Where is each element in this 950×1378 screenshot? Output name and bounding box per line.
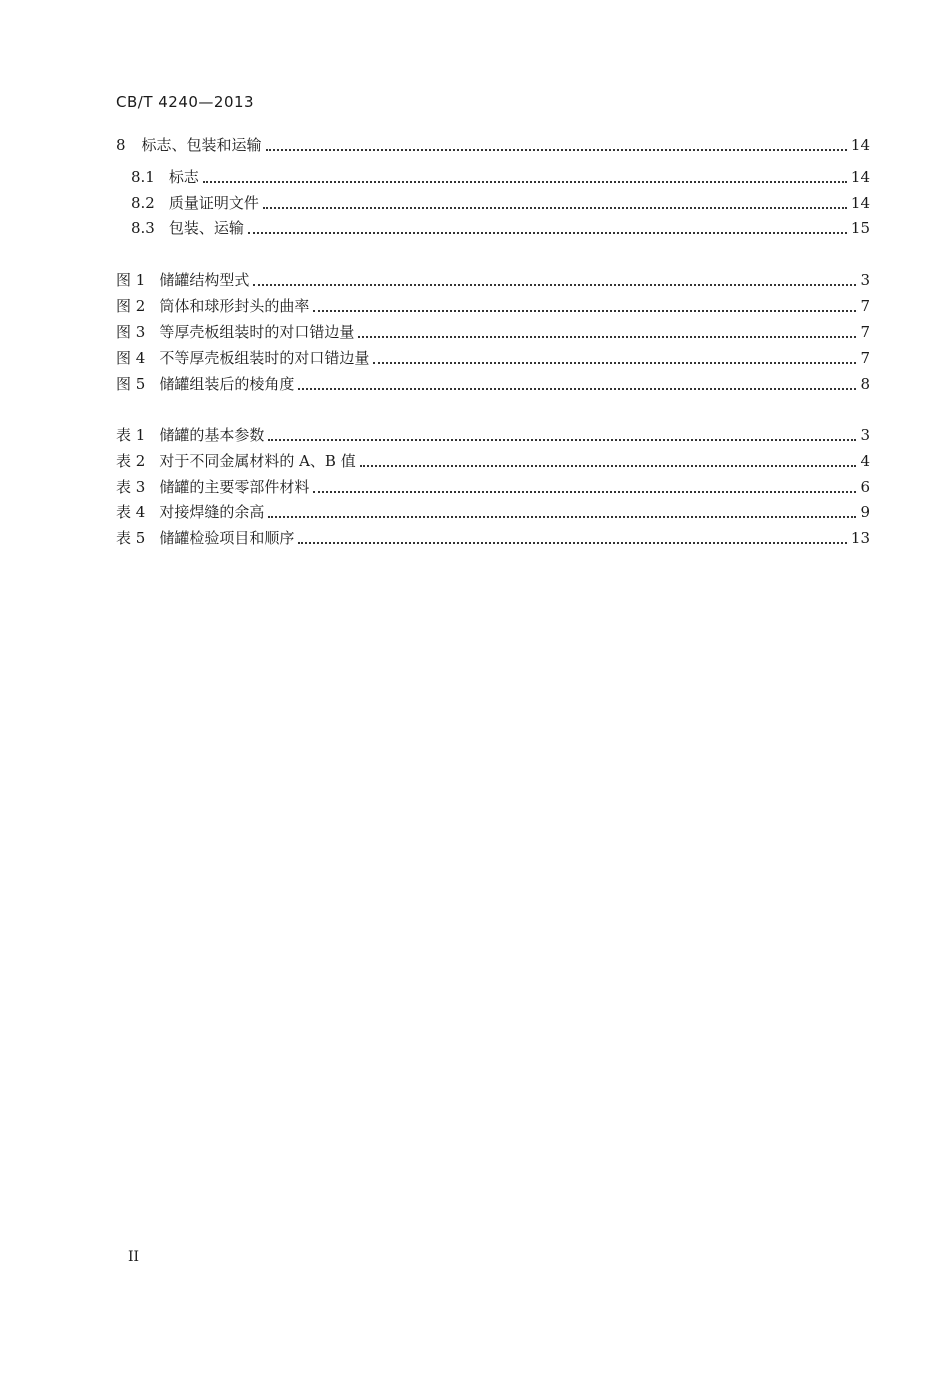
toc-entry-page: 15 <box>850 219 870 237</box>
toc-leader-dots <box>253 284 856 286</box>
toc-entry-title: 储罐的主要零部件材料 <box>159 478 310 496</box>
toc-entry-number: 图 1 <box>116 271 146 289</box>
toc-entry-figure-4[interactable] <box>116 346 870 370</box>
toc-entry-table-1[interactable] <box>116 423 870 447</box>
toc-entry-page: 7 <box>860 297 870 315</box>
toc-leader-dots <box>313 491 856 493</box>
toc-leader-dots <box>248 232 847 234</box>
toc-entry-title: 对接焊缝的余高 <box>159 503 265 521</box>
toc-entry-page: 3 <box>860 426 870 444</box>
toc-entry-page: 9 <box>860 503 870 521</box>
toc-entry-table-2[interactable] <box>116 449 870 473</box>
toc-entry-section-8-2[interactable] <box>131 191 870 215</box>
toc-leader-dots <box>266 149 847 151</box>
toc-entry-title: 对于不同金属材料的 A、B 值 <box>159 452 356 470</box>
toc-leader-dots <box>298 388 856 390</box>
toc-entry-title: 储罐结构型式 <box>159 271 250 289</box>
toc-entry-title: 质量证明文件 <box>168 194 259 212</box>
toc-entry-title: 储罐的基本参数 <box>159 426 265 444</box>
toc-entry-title: 标志、包装和运输 <box>141 136 262 154</box>
toc-entry-page: 8 <box>860 375 870 393</box>
page-number: II <box>128 1249 140 1265</box>
toc-entry-section-8-3[interactable] <box>131 216 870 240</box>
toc-entry-table-4[interactable] <box>116 500 870 524</box>
toc-entry-title: 储罐检验项目和顺序 <box>159 529 295 547</box>
toc-leader-dots <box>268 516 856 518</box>
toc-entry-title: 标志 <box>168 168 199 186</box>
toc-entry-number: 表 3 <box>116 478 146 496</box>
toc-leader-dots <box>263 207 847 209</box>
toc-entry-number: 图 4 <box>116 349 146 367</box>
toc-entry-title: 储罐组装后的棱角度 <box>159 375 295 393</box>
toc-entry-number: 8.3 <box>131 219 155 237</box>
toc-entry-title: 筒体和球形封头的曲率 <box>159 297 310 315</box>
toc-entry-number: 图 5 <box>116 375 146 393</box>
toc-entry-number: 8 <box>116 136 126 154</box>
toc-entry-number: 表 5 <box>116 529 146 547</box>
toc-leader-dots <box>358 336 856 338</box>
toc-entry-number: 图 2 <box>116 297 146 315</box>
toc-entry-chapter-8[interactable] <box>116 133 870 157</box>
toc-entry-number: 8.1 <box>131 168 155 186</box>
toc-entry-number: 图 3 <box>116 323 146 341</box>
toc-entry-number: 8.2 <box>131 194 155 212</box>
toc-entry-page: 6 <box>860 478 870 496</box>
toc-leader-dots <box>373 362 856 364</box>
toc-entry-figure-1[interactable] <box>116 268 870 292</box>
toc-leader-dots <box>298 542 847 544</box>
toc-entry-page: 3 <box>860 271 870 289</box>
toc-entry-page: 13 <box>850 529 870 547</box>
toc-entry-page: 14 <box>850 194 870 212</box>
toc-leader-dots <box>203 181 847 183</box>
toc-entry-page: 7 <box>860 349 870 367</box>
toc-entry-table-5[interactable] <box>116 526 870 550</box>
toc-entry-figure-5[interactable] <box>116 372 870 396</box>
toc-entry-title: 等厚壳板组装时的对口错边量 <box>159 323 355 341</box>
toc-entry-number: 表 1 <box>116 426 146 444</box>
toc-entry-number: 表 4 <box>116 503 146 521</box>
toc-entry-page: 7 <box>860 323 870 341</box>
toc-entry-table-3[interactable] <box>116 475 870 499</box>
toc-entry-figure-2[interactable] <box>116 294 870 318</box>
toc-entry-page: 4 <box>860 452 870 470</box>
toc-entry-title: 不等厚壳板组装时的对口错边量 <box>159 349 370 367</box>
toc-entry-page: 14 <box>850 136 870 154</box>
toc-leader-dots <box>313 310 856 312</box>
toc-entry-section-8-1[interactable] <box>131 165 870 189</box>
toc-leader-dots <box>360 465 857 467</box>
toc-entry-figure-3[interactable] <box>116 320 870 344</box>
toc-leader-dots <box>268 439 856 441</box>
document-code: CB/T 4240—2013 <box>116 93 255 111</box>
toc-entry-title: 包装、运输 <box>168 219 244 237</box>
toc-entry-number: 表 2 <box>116 452 146 470</box>
toc-entry-page: 14 <box>850 168 870 186</box>
